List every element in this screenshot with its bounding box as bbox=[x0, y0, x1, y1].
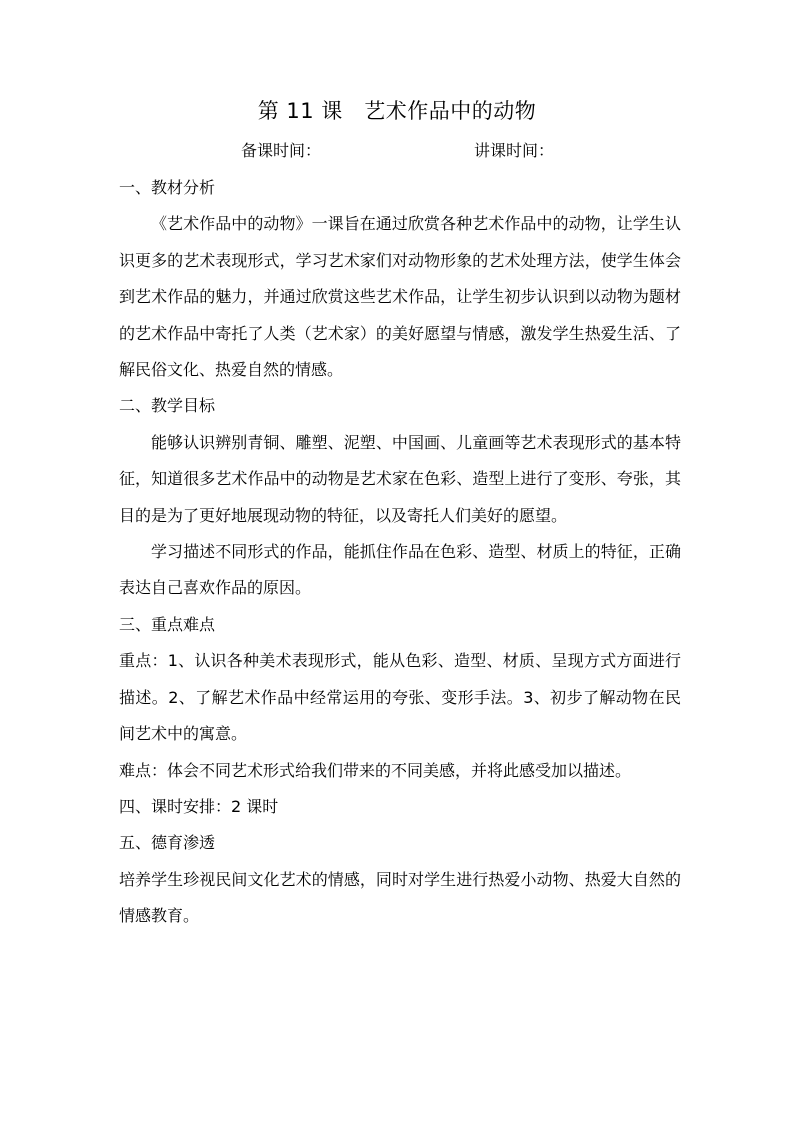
section-heading-materials: 一、教材分析 bbox=[119, 178, 216, 197]
lesson-title: 第 11 课 艺术作品中的动物 bbox=[257, 99, 537, 123]
section-heading-objectives: 二、教学目标 bbox=[119, 396, 216, 416]
teach-time-label: 讲课时间： bbox=[474, 141, 555, 160]
paragraph-difficulties: 难点：体会不同艺术形式给我们带来的不同美感，并将此感受加以描述。 bbox=[119, 760, 632, 780]
section-heading-moral-education: 五、德育渗透 bbox=[119, 833, 216, 853]
paragraph-key-points: 重点：1、认识各种美术表现形式，能从色彩、造型、材质、呈现方式方面进行描述。2、了解艺术作品中经常运用的夸张、变形手法。3、初步了解动物在民间艺术中的寓意。 bbox=[119, 651, 681, 744]
paragraph-objective-2: 学习描述不同形式的作品，能抓住作品在色彩、造型、材质上的特征，正确表达自己喜欢作品的原因。 bbox=[119, 542, 681, 598]
section-heading-key-points: 三、重点难点 bbox=[119, 614, 216, 634]
lesson-meta-row bbox=[0, 138, 794, 162]
paragraph-objective-1: 能够认识辨别青铜、雕塑、泥塑、中国画、儿童画等艺术表现形式的基本特征，知道很多艺术作品中的动物是艺术家在色彩、造型上进行了变形、夸张，其目的是为了更好地展现动物的特征，以及寄托人们美好的愿望。 bbox=[119, 432, 681, 525]
prep-time-label: 备课时间： bbox=[241, 141, 322, 160]
paragraph-moral-education: 培养学生珍视民间文化艺术的情感，同时对学生进行热爱小动物、热爱大自然的情感教育。 bbox=[119, 869, 681, 926]
paragraph-materials-analysis: 《艺术作品中的动物》一课旨在通过欣赏各种艺术作品中的动物，让学生认识更多的艺术表现形式，学习艺术家们对动物形象的艺术处理方法，使学生体会到艺术作品的魅力，并通过欣赏这些艺术作品，让学生初步认识到以动物为题材的艺术作品中寄托了人类（艺术家）的美好愿望与情感，激发学生热爱生活、了解民俗文化、热爱自然的情感。 bbox=[119, 214, 681, 380]
section-heading-schedule: 四、课时安排：2 课时 bbox=[119, 796, 279, 816]
document-body bbox=[119, 170, 681, 935]
